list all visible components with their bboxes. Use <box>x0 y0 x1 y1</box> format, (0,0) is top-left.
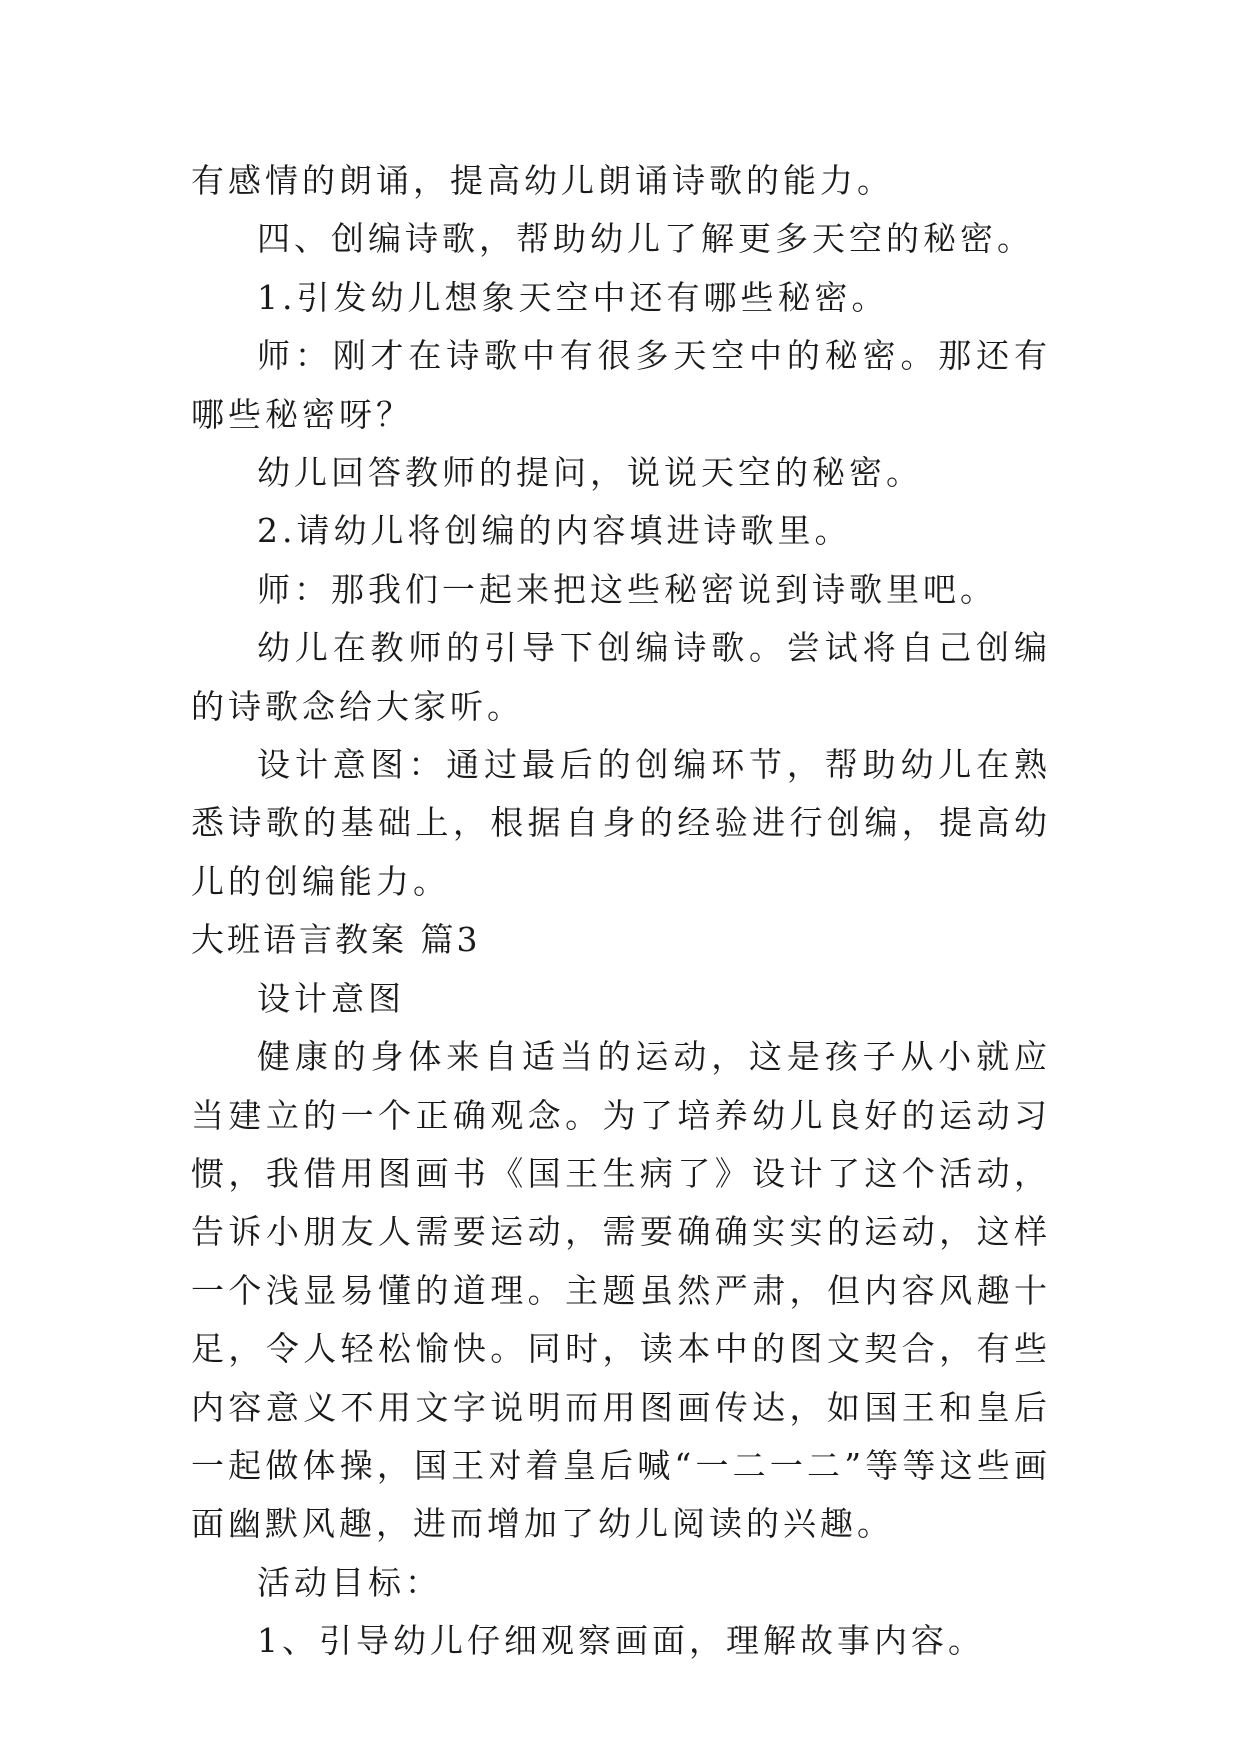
paragraph: 师：刚才在诗歌中有很多天空中的秘密。那还有哪些秘密呀？ <box>191 336 1051 434</box>
paragraph: 幼儿在教师的引导下创编诗歌。尝试将自己创编的诗歌念给大家听。 <box>191 628 1051 726</box>
paragraph: 活动目标： <box>257 1562 442 1602</box>
section-heading: 大班语言教案 篇3 <box>191 920 481 960</box>
paragraph: 幼儿回答教师的提问，说说天空的秘密。 <box>257 453 923 493</box>
paragraph: 有感情的朗诵，提高幼儿朗诵诗歌的能力。 <box>191 161 894 200</box>
paragraph: 2.请幼儿将创编的内容填进诗歌里。 <box>257 511 852 551</box>
paragraph: 1、引导幼儿仔细观察画面，理解故事内容。 <box>257 1621 985 1661</box>
paragraph: 健康的身体来自适当的运动，这是孩子从小就应当建立的一个正确观念。为了培养幼儿良好的运动习惯，我借用图画书《国王生病了》设计了这个活动，告诉小朋友人需要运动，需要确确实实的运动，这样一个浅显易懂的道理。主题虽然严肃，但内容风趣十足，令人轻松愉快。同时，读本中的图文契合，有些内容意义不用文字说明而用图画传达，如国王和皇后一起做体操，国王对着皇后喊“一二一二”等等这些画面幽默风趣，进而增加了幼儿阅读的兴趣。 <box>191 1037 1051 1544</box>
paragraph: 师：那我们一起来把这些秘密说到诗歌里吧。 <box>257 569 997 609</box>
document-body <box>191 152 1051 1671</box>
paragraph: 设计意图 <box>257 978 405 1018</box>
paragraph: 1.引发幼儿想象天空中还有哪些秘密。 <box>257 277 889 317</box>
paragraph: 设计意图：通过最后的创编环节，帮助幼儿在熟悉诗歌的基础上，根据自身的经验进行创编，提高幼儿的创编能力。 <box>191 745 1051 901</box>
paragraph: 四、创编诗歌，帮助幼儿了解更多天空的秘密。 <box>257 219 1034 259</box>
